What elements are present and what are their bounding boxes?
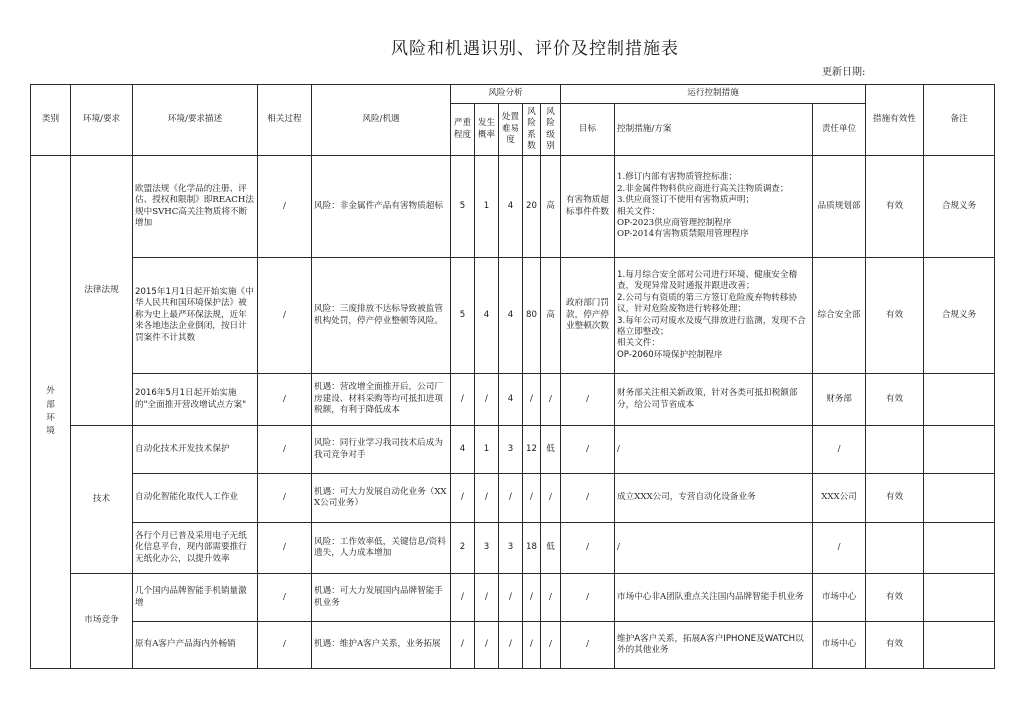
coefficient-cell: / xyxy=(523,622,541,669)
effectiveness-cell: 有效 xyxy=(866,374,924,426)
process-cell: / xyxy=(258,523,312,574)
header-target: 目标 xyxy=(561,104,615,156)
header-risk-analysis: 风险分析 xyxy=(451,85,561,104)
measure-line: / xyxy=(617,443,620,454)
remark-cell xyxy=(924,426,995,474)
probability-cell: 3 xyxy=(475,523,499,574)
header-measure: 控制措施/方案 xyxy=(615,104,813,156)
table-row xyxy=(31,574,995,622)
table-row xyxy=(31,426,995,474)
group-market: 市场竞争 xyxy=(71,574,133,669)
coefficient-cell: 80 xyxy=(523,258,541,374)
owner-cell: XXX公司 xyxy=(813,474,866,523)
header-process: 相关过程 xyxy=(258,85,312,156)
process-cell: / xyxy=(258,622,312,669)
level-cell: / xyxy=(541,574,561,622)
env-desc-cell: 自动化技术开发技术保护 xyxy=(133,426,258,474)
measure-cell xyxy=(615,574,813,622)
remark-cell xyxy=(924,523,995,574)
measure-line: OP-2014有害物质禁限用管理程序 xyxy=(617,229,749,240)
coefficient-cell: 20 xyxy=(523,156,541,258)
measure-line: OP-2023供应商管理控制程序 xyxy=(617,217,732,228)
probability-cell: / xyxy=(475,574,499,622)
probability-cell: 1 xyxy=(475,156,499,258)
owner-cell: 综合安全部 xyxy=(813,258,866,374)
measure-cell xyxy=(615,474,813,523)
table-row xyxy=(31,258,995,374)
owner-cell: 品质规划部 xyxy=(813,156,866,258)
header-env-req: 环境/要求 xyxy=(71,85,133,156)
page-title: 风险和机遇识别、评价及控制措施表 xyxy=(391,39,679,59)
measure-line: 相关文件： xyxy=(617,338,660,349)
difficulty-cell: 3 xyxy=(499,426,523,474)
remark-cell: 合规义务 xyxy=(924,258,995,374)
process-cell: / xyxy=(258,574,312,622)
header-category: 类别 xyxy=(31,85,71,156)
table-row xyxy=(31,374,995,426)
effectiveness-cell: 有效 xyxy=(866,474,924,523)
risk-cell: 风险：工作效率低，关键信息/资料遗失，人力成本增加 xyxy=(312,523,451,574)
category-main-label: 外部环境 xyxy=(46,386,55,437)
env-desc-cell: 各行个月已普及采用电子无纸化信息平台，现内部需要推行无纸化办公，以提升效率 xyxy=(133,523,258,574)
measure-line: 2.非金属件物料供应商进行高关注物质调查； xyxy=(617,183,789,194)
difficulty-cell: 4 xyxy=(499,258,523,374)
remark-cell xyxy=(924,622,995,669)
severity-cell: / xyxy=(451,574,475,622)
risk-cell: 风险：非金属件产品有害物质超标 xyxy=(312,156,451,258)
measure-line: 3.每年公司对废水及废气排放进行监测，发现不合格立即整改； xyxy=(617,315,806,337)
risk-cell: 机遇：可大力发展自动化业务（XXX公司业务） xyxy=(312,474,451,523)
process-cell: / xyxy=(258,156,312,258)
measure-cell xyxy=(615,426,813,474)
env-desc-cell: 自动化智能化取代人工作业 xyxy=(133,474,258,523)
measure-line: 相关文件： xyxy=(617,206,660,217)
risk-table xyxy=(30,84,995,669)
env-desc-cell: 原有A客户产品海内外畅销 xyxy=(133,622,258,669)
measure-cell xyxy=(615,156,813,258)
target-cell: / xyxy=(561,574,615,622)
level-cell: 低 xyxy=(541,523,561,574)
group-law: 法律法规 xyxy=(71,156,133,426)
level-cell: / xyxy=(541,374,561,426)
severity-cell: / xyxy=(451,374,475,426)
update-date-label: 更新日期: xyxy=(822,67,866,78)
remark-cell: 合规义务 xyxy=(924,156,995,258)
effectiveness-cell: 有效 xyxy=(866,622,924,669)
env-desc-cell: 几个国内品牌智能手机销量激增 xyxy=(133,574,258,622)
category-main-cell xyxy=(31,156,71,669)
effectiveness-cell: 有效 xyxy=(866,574,924,622)
env-desc-cell: 欧盟法规《化学品的注册、评估、授权和限制》即REACH法规中SVHC高关注物质将不断增加 xyxy=(133,156,258,258)
header-owner: 责任单位 xyxy=(813,104,866,156)
owner-cell: 市场中心 xyxy=(813,574,866,622)
probability-cell: 1 xyxy=(475,426,499,474)
severity-cell: 5 xyxy=(451,156,475,258)
process-cell: / xyxy=(258,426,312,474)
owner-cell: 市场中心 xyxy=(813,622,866,669)
process-cell: / xyxy=(258,374,312,426)
risk-cell: 风险：三废排放不达标导致被监管机构处罚，停产停业整顿等风险。 xyxy=(312,258,451,374)
header-severity: 严重程度 xyxy=(451,104,475,156)
measure-line: / xyxy=(617,542,620,553)
coefficient-cell: 12 xyxy=(523,426,541,474)
header-coefficient: 风险系数 xyxy=(523,104,541,156)
effectiveness-cell: 有效 xyxy=(866,156,924,258)
target-cell: / xyxy=(561,523,615,574)
header-env-desc: 环境/要求描述 xyxy=(133,85,258,156)
severity-cell: / xyxy=(451,474,475,523)
difficulty-cell: 4 xyxy=(499,374,523,426)
risk-cell: 机遇：维护A客户关系，业务拓展 xyxy=(312,622,451,669)
severity-cell: 4 xyxy=(451,426,475,474)
level-cell: / xyxy=(541,622,561,669)
measure-cell xyxy=(615,523,813,574)
target-cell: / xyxy=(561,374,615,426)
measure-line: 2.公司与有资质的第三方签订危险废弃物转移协议，针对危险废物进行转移处理； xyxy=(617,292,798,315)
header-level: 风险级别 xyxy=(541,104,561,156)
group-tech: 技术 xyxy=(71,426,133,574)
process-cell: / xyxy=(258,474,312,523)
owner-cell: / xyxy=(813,426,866,474)
difficulty-cell: / xyxy=(499,574,523,622)
coefficient-cell: / xyxy=(523,474,541,523)
probability-cell: 4 xyxy=(475,258,499,374)
header-difficulty: 处置难易度 xyxy=(499,104,523,156)
measure-line: 维护A客户关系，拓展A客户IPHONE及WATCH以外的其他业务 xyxy=(617,633,804,655)
target-cell: / xyxy=(561,622,615,669)
coefficient-cell: 18 xyxy=(523,523,541,574)
level-cell: 高 xyxy=(541,156,561,258)
measure-cell xyxy=(615,622,813,669)
coefficient-cell: / xyxy=(523,574,541,622)
owner-cell: / xyxy=(813,523,866,574)
effectiveness-cell xyxy=(866,523,924,574)
header-probability: 发生概率 xyxy=(475,104,499,156)
measure-line: 市场中心非A团队重点关注国内品牌智能手机业务 xyxy=(617,591,804,602)
process-cell: / xyxy=(258,258,312,374)
header-risk-opp: 风险/机遇 xyxy=(312,85,451,156)
measure-cell xyxy=(615,258,813,374)
difficulty-cell: / xyxy=(499,474,523,523)
owner-cell: 财务部 xyxy=(813,374,866,426)
env-desc-cell: 2015年1月1日起开始实施《中华人民共和国环境保护法》被称为史上最严环保法规，近年来各地违法企业倒闭，按日计罚案件不计其数 xyxy=(133,258,258,374)
remark-cell xyxy=(924,574,995,622)
effectiveness-cell: 有效 xyxy=(866,258,924,374)
level-cell: / xyxy=(541,474,561,523)
target-cell: / xyxy=(561,426,615,474)
table-row xyxy=(31,622,995,669)
target-cell: 有害物质超标事件件数 xyxy=(561,156,615,258)
measure-line: 成立XXX公司，专营自动化设备业务 xyxy=(617,492,756,503)
target-cell: 政府部门罚款，停产停业整顿次数 xyxy=(561,258,615,374)
measure-line: OP-2060环境保护控制程序 xyxy=(617,349,723,360)
env-desc-cell: 2016年5月1日起开始实施的"全面推开营改增试点方案" xyxy=(133,374,258,426)
probability-cell: / xyxy=(475,474,499,523)
table-row xyxy=(31,474,995,523)
level-cell: 低 xyxy=(541,426,561,474)
header-effectiveness: 措施有效性 xyxy=(866,85,924,156)
header-control: 运行控制措施 xyxy=(561,85,866,104)
risk-cell: 机遇：可大力发展国内品牌智能手机业务 xyxy=(312,574,451,622)
table-row xyxy=(31,523,995,574)
measure-line: 3.供应商签订不使用有害物质声明； xyxy=(617,195,755,206)
header-remark: 备注 xyxy=(924,85,995,156)
difficulty-cell: / xyxy=(499,622,523,669)
measure-line: 1.每月综合安全部对公司进行环境、健康安全稽查，发现异常及时通报并跟进改善； xyxy=(617,270,798,292)
target-cell: / xyxy=(561,474,615,523)
risk-cell: 风险：同行业学习我司技术后成为我司竞争对手 xyxy=(312,426,451,474)
difficulty-cell: 4 xyxy=(499,156,523,258)
risk-cell: 机遇：营改增全面推开后，公司厂房建设、材料采购等均可抵扣进项税额，有利于降低成本 xyxy=(312,374,451,426)
level-cell: 高 xyxy=(541,258,561,374)
remark-cell xyxy=(924,474,995,523)
probability-cell: / xyxy=(475,374,499,426)
measure-cell xyxy=(615,374,813,426)
effectiveness-cell xyxy=(866,426,924,474)
coefficient-cell: / xyxy=(523,374,541,426)
measure-line: 1.修订内部有害物质管控标准； xyxy=(617,172,737,183)
measure-line: 财务部关注相关新政策，针对各类可抵扣税额部分，给公司节省成本 xyxy=(617,388,798,410)
probability-cell: / xyxy=(475,622,499,669)
severity-cell: 5 xyxy=(451,258,475,374)
difficulty-cell: 3 xyxy=(499,523,523,574)
severity-cell: / xyxy=(451,622,475,669)
severity-cell: 2 xyxy=(451,523,475,574)
table-row xyxy=(31,156,995,258)
remark-cell xyxy=(924,374,995,426)
